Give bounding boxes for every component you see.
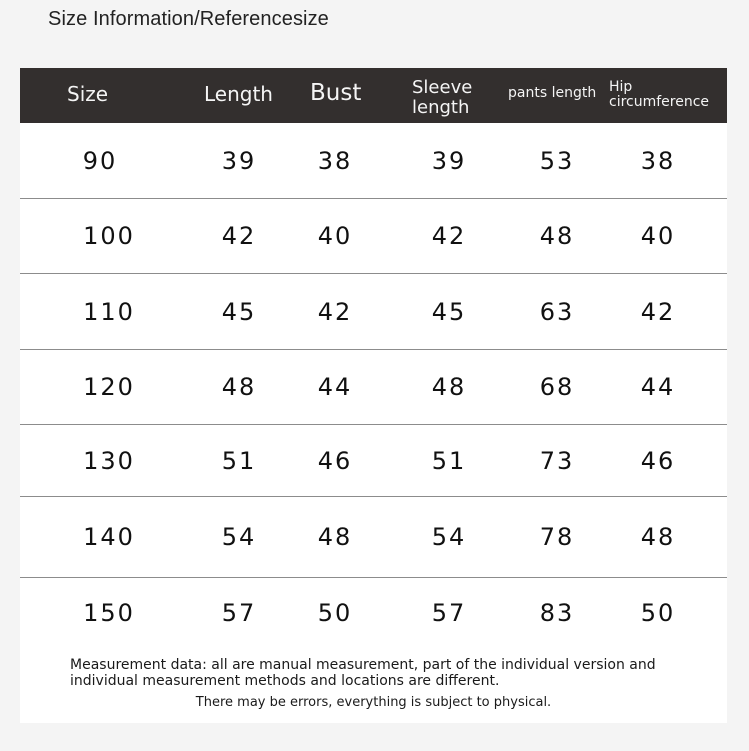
header-size: Size — [67, 82, 109, 106]
table-header — [20, 68, 727, 123]
cell-bust: 42 — [317, 297, 353, 326]
cell-length: 57 — [221, 599, 257, 627]
cell-length: 39 — [221, 146, 257, 175]
cell-size: 110 — [83, 297, 135, 326]
cell-size: 100 — [83, 222, 135, 250]
measurement-note: Measurement data: all are manual measurement, part of the individual version and individual measurement methods and locations are different. — [70, 657, 656, 689]
cell-sleeve-length: 42 — [431, 222, 467, 250]
table-row — [20, 425, 727, 497]
cell-hip-circumference: 38 — [640, 146, 676, 175]
cell-size: 140 — [83, 523, 135, 551]
cell-bust: 44 — [317, 373, 353, 401]
cell-sleeve-length: 45 — [431, 297, 467, 326]
cell-pants-length: 83 — [539, 599, 575, 627]
cell-sleeve-length: 48 — [431, 373, 467, 401]
cell-length: 51 — [221, 446, 257, 475]
header-hip-line2: circumference — [609, 94, 710, 110]
cell-bust: 48 — [317, 523, 353, 551]
cell-hip-circumference: 40 — [640, 222, 676, 250]
cell-sleeve-length: 51 — [431, 446, 467, 475]
table-row — [20, 578, 727, 648]
cell-length: 45 — [221, 297, 257, 326]
cell-hip-circumference: 42 — [640, 297, 676, 326]
cell-pants-length: 68 — [539, 373, 575, 401]
cell-bust: 38 — [317, 146, 353, 175]
cell-sleeve-length: 54 — [431, 523, 467, 551]
header-sleeve-line1: Sleeve — [412, 77, 473, 98]
cell-pants-length: 63 — [539, 297, 575, 326]
cell-size: 150 — [83, 599, 135, 627]
cell-hip-circumference: 46 — [640, 446, 676, 475]
cell-size: 130 — [83, 446, 135, 475]
header-bust: Bust — [310, 80, 362, 106]
cell-sleeve-length: 57 — [431, 599, 467, 627]
header-sleeve-line2: length — [412, 97, 470, 118]
page-title: Size Information/Referencesize — [48, 8, 329, 30]
cell-bust: 46 — [317, 446, 353, 475]
cell-pants-length: 53 — [539, 146, 575, 175]
cell-length: 42 — [221, 222, 257, 250]
cell-sleeve-length: 39 — [431, 146, 467, 175]
cell-size: 90 — [82, 146, 118, 175]
cell-size: 120 — [83, 373, 135, 401]
cell-hip-circumference: 48 — [640, 523, 676, 551]
disclaimer-note: There may be errors, everything is subject to physical. — [195, 695, 552, 710]
cell-pants-length: 48 — [539, 222, 575, 250]
header-length: Length — [204, 82, 273, 106]
table-row — [20, 274, 727, 350]
cell-pants-length: 78 — [539, 523, 575, 551]
table-row — [20, 497, 727, 578]
cell-bust: 40 — [317, 222, 353, 250]
table-row — [20, 199, 727, 274]
size-chart-sheet — [20, 68, 727, 723]
header-pants-length: pants length — [508, 85, 597, 101]
cell-length: 48 — [221, 373, 257, 401]
cell-length: 54 — [221, 523, 257, 551]
header-hip-line1: Hip — [609, 79, 633, 95]
cell-hip-circumference: 44 — [640, 373, 676, 401]
cell-hip-circumference: 50 — [640, 599, 676, 627]
cell-pants-length: 73 — [539, 446, 575, 475]
table-row — [20, 123, 727, 199]
table-row — [20, 350, 727, 425]
cell-bust: 50 — [317, 599, 353, 627]
